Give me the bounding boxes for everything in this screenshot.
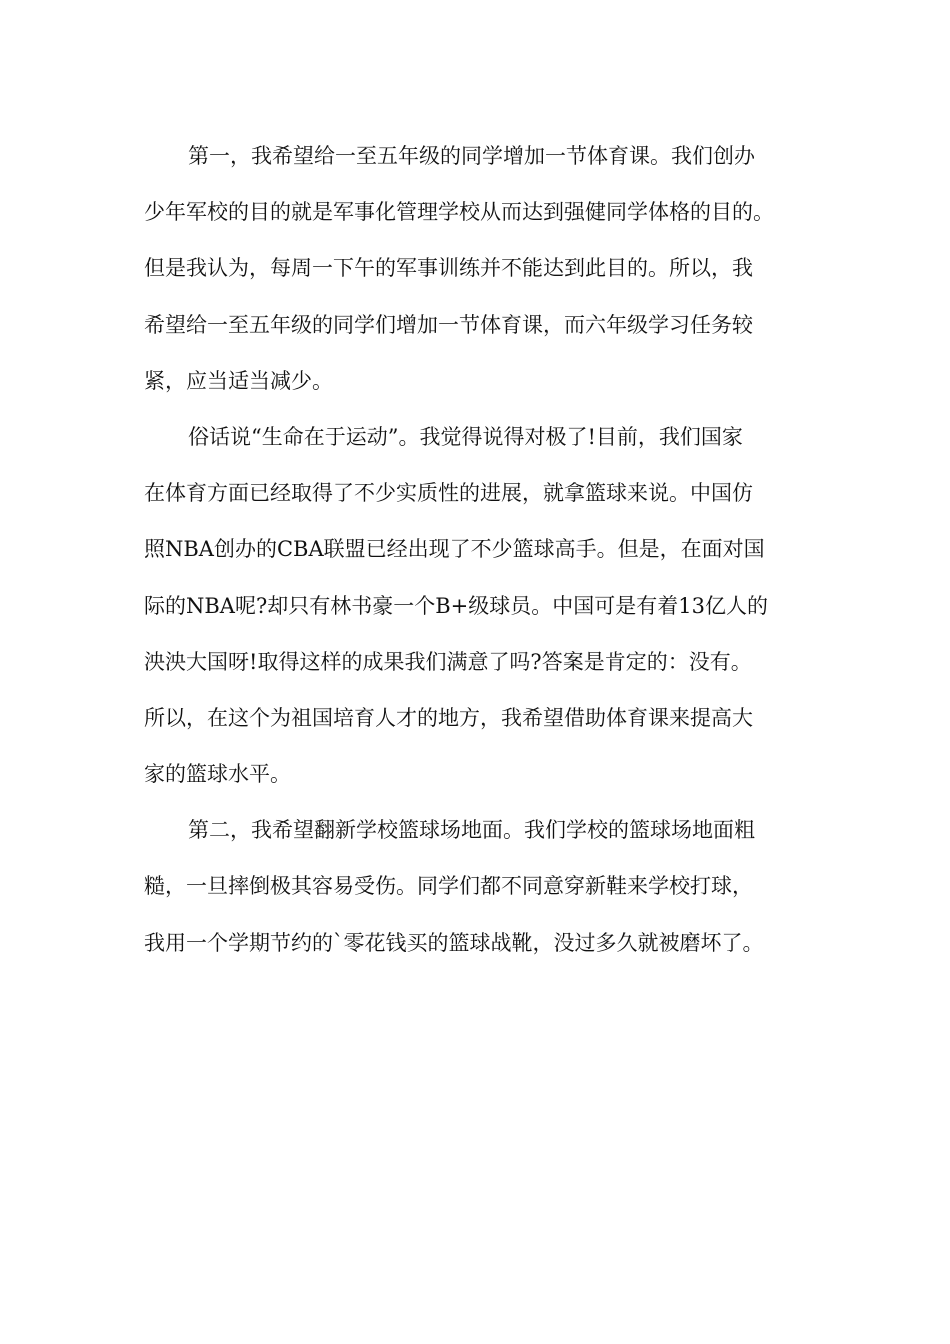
text-line: 但是我认为，每周一下午的军事训练并不能达到此目的。所以，我	[144, 256, 753, 281]
text-line: 第一，我希望给一至五年级的同学增加一节体育课。我们创办	[188, 144, 755, 168]
text-line: 希望给一至五年级的同学们增加一节体育课，而六年级学习任务较	[144, 312, 753, 337]
text-line: 际的NBA呢?却只有林书豪一个B+级球员。中国可是有着13亿人的	[144, 593, 768, 618]
text-line: 在体育方面已经取得了不少实质性的进展，就拿篮球来说。中国仿	[144, 481, 753, 506]
text-line: 所以，在这个为祖国培育人才的地方，我希望借助体育课来提高大	[144, 705, 753, 730]
text-line: 俗话说“生命在于运动”。我觉得说得对极了!目前，我们国家	[188, 424, 743, 449]
text-line: 我用一个学期节约的`零花钱买的篮球战靴，没过多久就被磨坏了。	[144, 930, 764, 955]
text-line: 紧，应当适当减少。	[144, 368, 333, 393]
text-line: 家的篮球水平。	[144, 762, 291, 787]
text-line: 少年军校的目的就是军事化管理学校从而达到强健同学体格的目的。	[144, 200, 774, 225]
text-line: 照NBA创办的CBA联盟已经出现了不少篮球高手。但是，在面对国	[144, 537, 765, 562]
text-line: 第二，我希望翻新学校篮球场地面。我们学校的篮球场地面粗	[188, 818, 755, 843]
text-line: 泱泱大国呀!取得这样的成果我们满意了吗?答案是肯定的：没有。	[144, 649, 752, 674]
text-line: 糙，一旦摔倒极其容易受伤。同学们都不同意穿新鞋来学校打球，	[144, 874, 753, 899]
body-text	[144, 128, 834, 971]
